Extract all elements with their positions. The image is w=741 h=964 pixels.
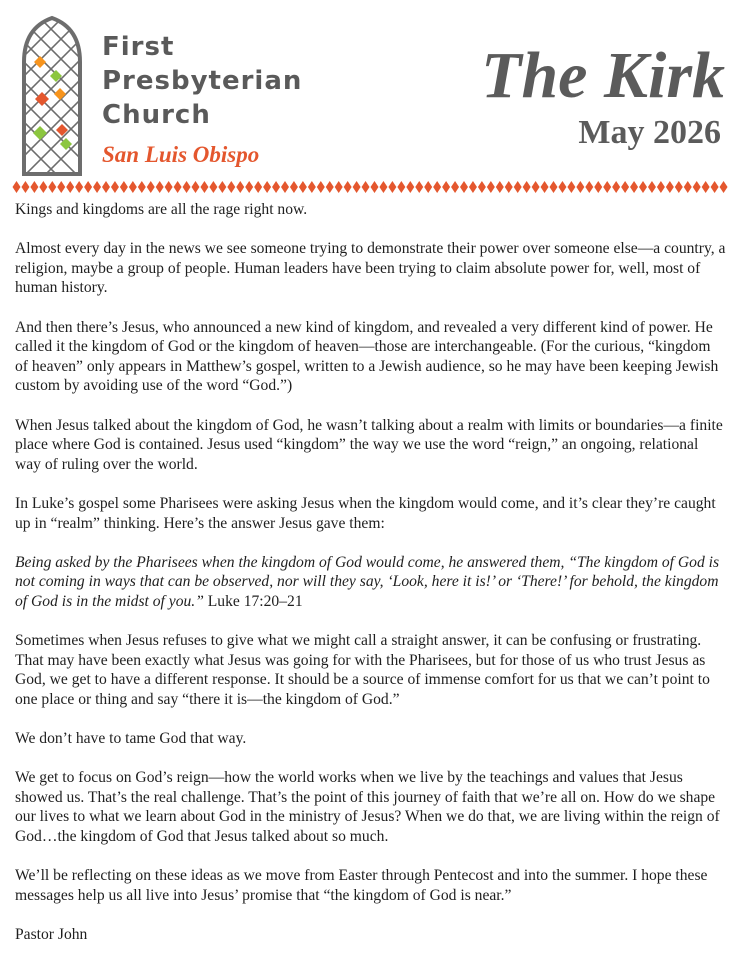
divider-diamond <box>585 181 593 193</box>
divider-diamond <box>567 181 575 193</box>
divider-diamond <box>648 181 656 193</box>
paragraph: Kings and kingdoms are all the rage right now. <box>15 201 308 218</box>
divider-diamond <box>639 181 647 193</box>
divider-diamond <box>379 181 387 193</box>
divider-diamond <box>344 181 352 193</box>
signature: Pastor John <box>15 925 88 943</box>
divider-diamond <box>192 181 200 193</box>
scripture-quote <box>15 553 727 612</box>
divider-diamond <box>272 181 280 193</box>
paragraph: When Jesus talked about the kingdom of God, he wasn’t talking about a realm with limits or boundaries—a finite place where God is contained. Jesus used “kingdom” the way we use the word “reign,” an ongoing, relational way of ruling over the world. <box>15 416 723 473</box>
divider-diamond <box>496 181 504 193</box>
paragraph: We don’t have to tame God that way. <box>15 730 247 748</box>
divider-diamond <box>57 181 65 193</box>
divider-diamond <box>612 181 620 193</box>
divider-diamond <box>594 181 602 193</box>
divider-diamond <box>183 181 191 193</box>
divider-diamond <box>30 181 38 193</box>
divider-diamond <box>39 181 47 193</box>
divider-diamond <box>702 181 710 193</box>
divider-diamond <box>254 181 262 193</box>
paragraph: In Luke’s gospel some Pharisees were asking Jesus when the kingdom would come, and it’s clear they’re caught up in “realm” thinking. Here’s the answer Jesus gave them: <box>15 494 716 532</box>
divider-diamond <box>684 181 692 193</box>
divider-diamond <box>263 181 271 193</box>
divider-diamond <box>505 181 513 193</box>
divider-diamond <box>478 181 486 193</box>
divider-diamond <box>335 181 343 193</box>
paragraph: We’ll be reflecting on these ideas as we move from Easter through Pentecost and into the summer. I hope these messages help us all live into Jesus’ promise that “the kingdom of God is near.” <box>15 867 708 904</box>
divider-diamond <box>451 181 459 193</box>
divider-diamond <box>174 181 182 193</box>
church-name-line-1: First <box>102 32 175 62</box>
divider-diamond <box>299 181 307 193</box>
divider-diamond <box>129 181 137 193</box>
divider-diamond <box>75 181 83 193</box>
divider-diamond <box>550 181 558 193</box>
divider-diamond <box>21 181 29 193</box>
divider-diamond <box>209 181 217 193</box>
divider-diamond <box>720 181 728 193</box>
newsletter-header <box>0 0 741 200</box>
divider-diamond <box>657 181 665 193</box>
church-city: San Luis Obispo <box>102 142 260 167</box>
paragraph: Almost every day in the news we see someone trying to demonstrate their power over someone else—a country, a religion, maybe a group of people. Human leaders have been trying to claim absolute power for, well, most of human history. <box>15 240 726 297</box>
divider-diamond <box>523 181 531 193</box>
divider-diamond <box>66 181 74 193</box>
church-name <box>102 30 302 132</box>
divider-diamond <box>433 181 441 193</box>
divider-diamond <box>281 181 289 193</box>
divider-diamond <box>290 181 298 193</box>
divider-diamond <box>388 181 396 193</box>
scripture-reference: Luke 17:20–21 <box>203 592 303 610</box>
divider-diamond <box>93 181 101 193</box>
divider-diamond <box>460 181 468 193</box>
divider-diamond <box>156 181 164 193</box>
scripture-quote-text: Being asked by the Pharisees when the kingdom of God would come, he answered them, “The kingdom of God is not coming in ways that can be observed, nor will they say, ‘Look, here it is!’ or ‘There!’ for behold, the kingdom of God is in the midst of you.” <box>15 553 720 610</box>
divider-diamond <box>711 181 719 193</box>
divider-diamond <box>371 181 379 193</box>
divider-diamond <box>424 181 432 193</box>
divider-diamond <box>532 181 540 193</box>
divider-diamond <box>353 181 361 193</box>
divider-diamond <box>541 181 549 193</box>
divider-diamond <box>138 181 146 193</box>
divider-diamond <box>621 181 629 193</box>
divider-diamond <box>227 181 235 193</box>
church-name-line-3: Church <box>102 100 211 130</box>
diamond-row-divider <box>12 180 728 194</box>
divider-diamond <box>317 181 325 193</box>
divider-diamond <box>245 181 253 193</box>
divider-diamond <box>487 181 495 193</box>
divider-diamond <box>442 181 450 193</box>
divider-diamond <box>576 181 584 193</box>
divider-diamond <box>120 181 128 193</box>
divider-diamond <box>469 181 477 193</box>
divider-diamond <box>675 181 683 193</box>
divider-diamond <box>558 181 566 193</box>
issue-date: May 2026 <box>578 114 721 151</box>
divider-diamond <box>362 181 370 193</box>
divider-diamond <box>48 181 56 193</box>
article-body <box>15 200 727 964</box>
divider-diamond <box>200 181 208 193</box>
church-name-line-2: Presbyterian <box>102 66 303 96</box>
paragraph: And then there’s Jesus, who announced a new kind of kingdom, and revealed a very different kind of power. He called it the kingdom of God or the kingdom of heaven—those are interchangeable. (For the curious, “kingdom of heaven” only appears in Matthew’s gospel, written to a Jewish audience, so he may have been keeping Jewish custom by avoiding use of the word “God.”) <box>15 318 719 395</box>
divider-diamond <box>111 181 119 193</box>
divider-diamond <box>147 181 155 193</box>
divider-diamond <box>165 181 173 193</box>
divider-diamond <box>84 181 92 193</box>
divider-diamond <box>218 181 226 193</box>
divider-diamond <box>666 181 674 193</box>
divider-diamond <box>630 181 638 193</box>
divider-diamond <box>236 181 244 193</box>
divider-diamond <box>326 181 334 193</box>
divider-diamond <box>308 181 316 193</box>
paragraph: We get to focus on God’s reign—how the world works when we live by the teachings and values that Jesus showed us. That’s the real challenge. That’s the point of this journey of faith that we’re all on. How do we shape our lives to what we learn about God in the ministry of Jesus? When we do that, we are living within the reign of God…the kingdom of God that Jesus talked about so much. <box>15 769 720 845</box>
stained-glass-window-icon <box>16 14 88 176</box>
divider-diamond <box>102 181 110 193</box>
paragraph: Sometimes when Jesus refuses to give what we might call a straight answer, it can be confusing or frustrating. That may have been exactly what Jesus was going for with the Pharisees, but for those of us who trust Jesus as God, we get to have a different response. It should be a source of immense comfort for us that we can’t point to one place or thing and say “there it is—the kingdom of God.” <box>15 632 710 708</box>
divider-diamond <box>397 181 405 193</box>
newsletter-title: The Kirk <box>481 39 725 112</box>
divider-diamond <box>406 181 414 193</box>
divider-diamond <box>415 181 423 193</box>
divider-diamond <box>603 181 611 193</box>
divider-diamond <box>693 181 701 193</box>
divider-diamond <box>13 181 21 193</box>
divider-diamond <box>514 181 522 193</box>
